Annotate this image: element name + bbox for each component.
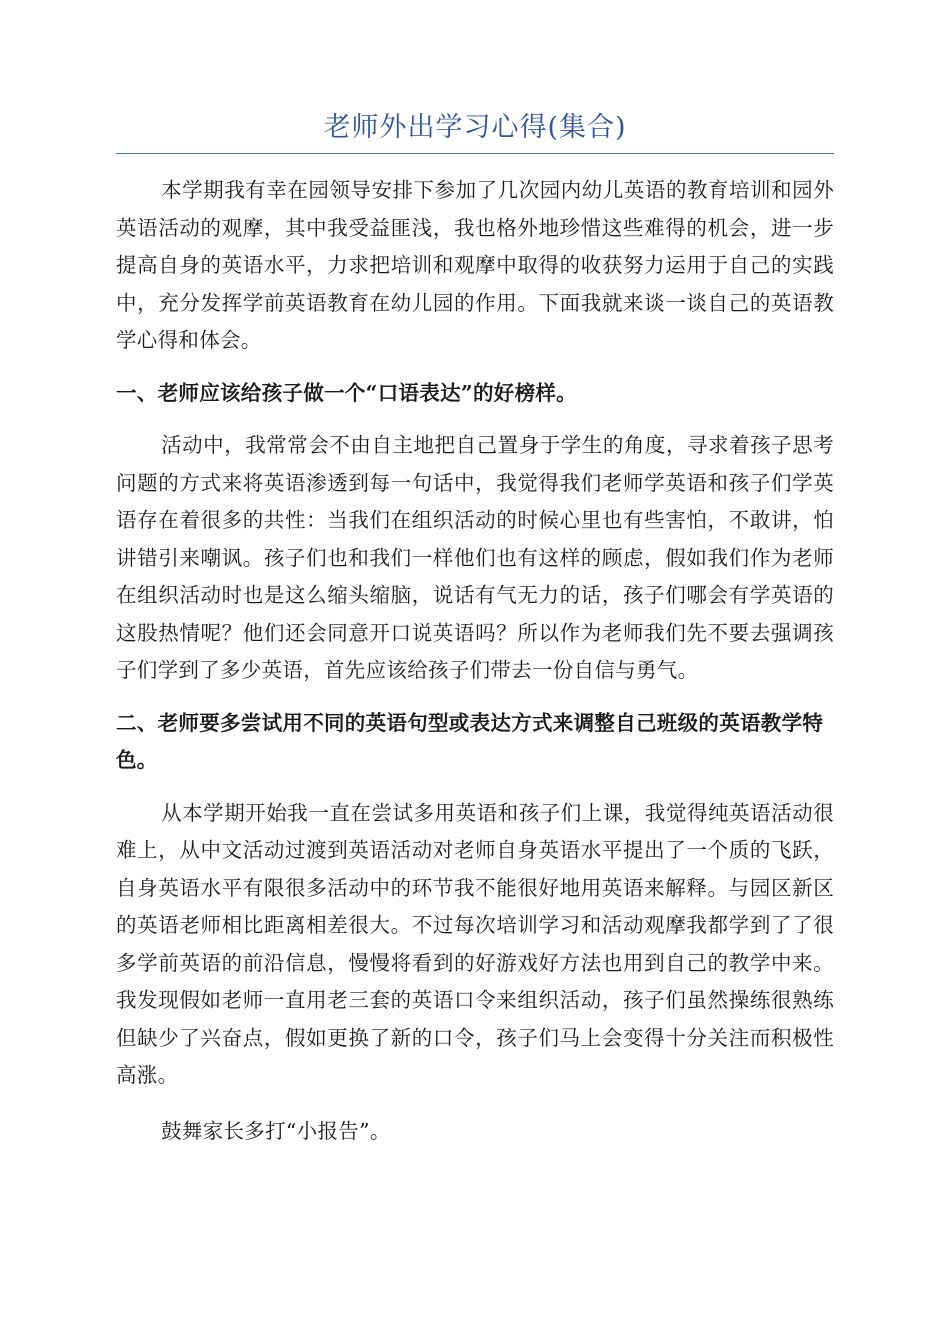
section-heading-2: 二、老师要多尝试用不同的英语句型或表达方式来调整自己班级的英语教学特色。 [116, 710, 824, 772]
title-divider [116, 153, 834, 154]
section-heading-1: 一、老师应该给孩子做一个“口语表达”的好榜样。 [116, 380, 577, 405]
document-title: 老师外出学习心得(集合) [323, 112, 627, 143]
section-2-paragraph: 从本学期开始我一直在尝试多用英语和孩子们上课，我觉得纯英语活动很难上，从中文活动过渡到英语活动对老师自身英语水平提出了一个质的飞跃，自身英语水平有限很多活动中的环节我不能很好地用英语来解释。与园区新区的英语老师相比距离相差很大。不过每次培训学习和活动观摩我都学到了了很多学前英语的前沿信息，慢慢将看到的好游戏好方法也用到自己的教学中来。我发现假如老师一直用老三套的英语口令来组织活动，孩子们虽然操练很熟练但缺少了兴奋点，假如更换了新的口令，孩子们马上会变得十分关注而积极性高涨。 [116, 800, 834, 1087]
document-page [116, 106, 834, 1150]
closing-paragraph: 鼓舞家长多打“小报告”。 [161, 1118, 391, 1143]
intro-paragraph: 本学期我有幸在园领导安排下参加了几次园内幼儿英语的教育培训和园外英语活动的观摩，其中我受益匪浅，我也格外地珍惜这些难得的机会，进一步提高自身的英语水平，力求把培训和观摩中取得的收获努力运用于自己的实践中，充分发挥学前英语教育在幼儿园的作用。下面我就来谈一谈自己的英语教学心得和体会。 [116, 178, 834, 352]
section-1-paragraph: 活动中，我常常会不由自主地把自己置身于学生的角度，寻求着孩子思考问题的方式来将英语渗透到每一句话中，我觉得我们老师学英语和孩子们学英语存在着很多的共性：当我们在组织活动的时候心里也有些害怕，不敢讲，怕讲错引来嘲讽。孩子们也和我们一样他们也有这样的顾虑，假如我们作为老师在组织活动时也是这么缩头缩脑，说话有气无力的话，孩子们哪会有学英语的这股热情呢？他们还会同意开口说英语吗？所以作为老师我们先不要去强调孩子们学到了多少英语，首先应该给孩子们带去一份自信与勇气。 [116, 433, 834, 682]
